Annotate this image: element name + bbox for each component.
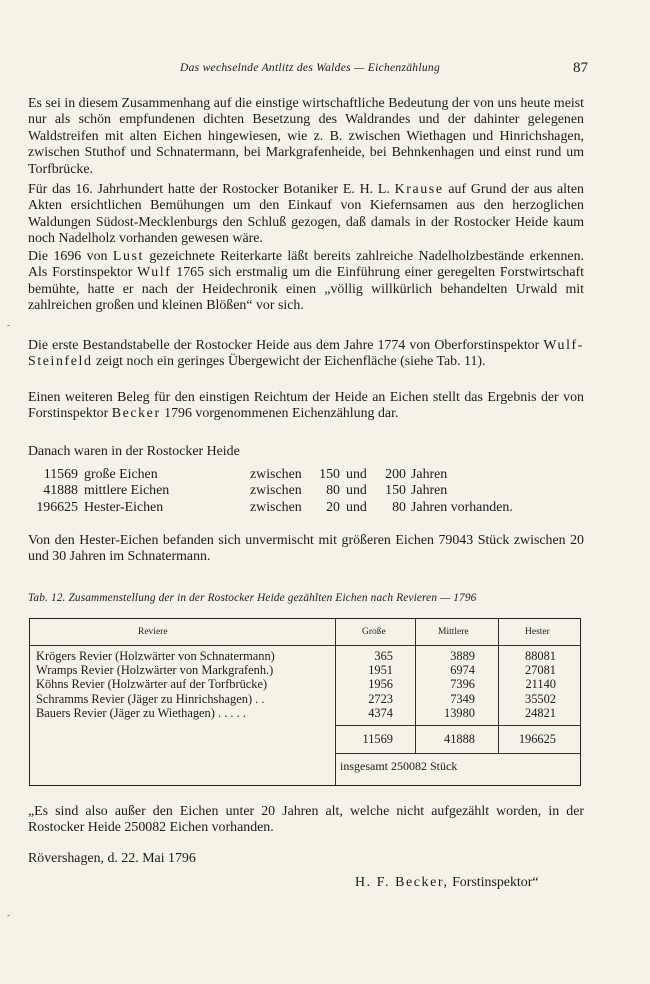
oak-count: 41888 (43, 483, 78, 499)
age-from: 80 (326, 483, 340, 499)
signature-title: Forstinspektor“ (452, 875, 539, 890)
paragraph-3-text-c: 1765 sich erstmalig um die Einführung einer geregelten Forstwirtschaft bemühte, hatte er nach der Heidechronik einen „völlig willkürlich behandelten Urwald mit zahlreichen großen und kleinen Blößen“ vor sich. (28, 265, 585, 314)
between-word: zwischen (250, 483, 302, 499)
table-cell-mittlere: 7349 (450, 691, 475, 706)
table-caption: Tab. 12. Zusammenstellung der in der Rostocker Heide gezählten Eichen nach Revieren — 1796 (28, 592, 477, 604)
list-item (0, 467, 650, 483)
name-becker: Becker (111, 406, 161, 422)
paragraph-5-text-a: Einen weiteren Beleg für den einstigen Reichtum der Heide an Eichen stellt das Ergebnis der von Forstinspektor (28, 390, 584, 422)
table-total-mittlere: 41888 (444, 732, 475, 746)
paragraph-6: Danach waren in der Rostocker Heide (28, 444, 240, 459)
age-to: 200 (385, 467, 406, 482)
name-wulf-steinfeld: Wulf-Steinfeld (28, 338, 584, 370)
list-item (0, 500, 650, 516)
place-date: Rövershagen, d. 22. Mai 1796 (28, 851, 196, 866)
age-to: 150 (385, 483, 406, 499)
table-cell-hester: 88081 (525, 649, 556, 663)
table-header-reviere: Reviere (138, 627, 168, 637)
and-word: und (346, 483, 367, 499)
table-total-hester: 196625 (518, 732, 556, 746)
age-from: 20 (326, 499, 340, 515)
paragraph-3-text-a: Die 1696 von (28, 249, 113, 264)
table-row-revier: Bauers Revier (Jäger zu Wiethagen) . . . . . (36, 705, 246, 720)
table-cell-mittlere: 13980 (444, 705, 475, 720)
paragraph-2 (28, 182, 584, 248)
table-row-revier: Köhns Revier (Holzwärter auf der Torfbrücke) (36, 677, 268, 692)
table-cell-hester: 24821 (525, 705, 556, 720)
age-from: 150 (319, 467, 340, 482)
paragraph-3 (28, 249, 584, 315)
table-cell-grosse: 365 (374, 649, 393, 663)
margin-mark: - (7, 320, 11, 331)
running-header (0, 62, 650, 82)
paragraph-4-text-a: Die erste Bestandstabelle der Rostocker Heide aus dem Jahre 1774 von Oberforstinspektor (28, 338, 544, 353)
age-unit: Jahren (411, 467, 448, 482)
oak-count: 11569 (43, 467, 78, 482)
table-header-mittlere: Mittlere (438, 627, 469, 637)
quote-paragraph: „Es sind also außer den Eichen unter 20 Jahren alt, welche nicht aufgezählt worden, in der Rostocker Heide 250082 Eichen vorhanden. (28, 804, 584, 836)
running-title: Das wechselnde Antlitz des Waldes — Eichenzählung (179, 62, 440, 74)
table-total-rule (335, 753, 580, 754)
paragraph-4 (28, 338, 584, 371)
paragraph-7: Von den Hester-Eichen befanden sich unvermischt mit größeren Eichen 79043 Stück zwischen 20 und 30 Jahren im Schnatermann. (28, 533, 584, 565)
paragraph-4-text-b: zeigt noch ein geringes Übergewicht der Eichenfläche (siehe Tab. 11). (92, 354, 486, 370)
table-row-revier: Schramms Revier (Jäger zu Hinrichshagen) . . (36, 691, 265, 706)
oak-count: 196625 (36, 499, 78, 515)
between-word: zwischen (250, 467, 302, 482)
oak-count-list (0, 467, 650, 516)
table-cell-hester: 21140 (525, 677, 556, 692)
paragraph-3-text-b: gezeichnete Reiterkarte läßt bereits zahlreiche Nadelholzbestände erkennen. Als Forstinspektor (28, 249, 584, 281)
oak-label: mittlere Eichen (84, 483, 170, 499)
oak-table (29, 618, 581, 786)
table-total-grosse: 11569 (362, 732, 393, 746)
age-unit: Jahren (411, 483, 448, 499)
name-krause: Krause (394, 182, 444, 197)
signature-name: H. F. Becker, (355, 875, 449, 890)
table-cell-mittlere: 7396 (450, 677, 475, 692)
table-row-revier: Krögers Revier (Holzwärter von Schnatermann) (36, 649, 275, 663)
table-header-grosse: Große (362, 627, 386, 637)
table-sum-rule (335, 725, 580, 726)
oak-label: Hester-Eichen (84, 499, 164, 515)
paragraph-2-text-a: Für das 16. Jahrhundert hatte der Rostocker Botaniker E. H. L. (28, 182, 395, 197)
paragraph-1: Es sei in diesem Zusammenhang auf die einstige wirtschaftliche Bedeutung der von uns heute meist nur als schön empfundenen dichten Besetzung des Waldrandes und der dahinter gelegenen Waldstreifen mit alten Eichen hingewiesen, wie z. B. zwischen Wiethagen und Hinrichshagen, zwischen Stuthof und Schnatermann, bei Markgrafenheide, bei Behnkenhagen und einst rund um Torfbrücke. (28, 96, 584, 177)
table-cell-mittlere: 3889 (450, 649, 475, 663)
paragraph-5 (28, 390, 584, 423)
margin-mark: - (7, 910, 11, 921)
and-word: und (346, 499, 367, 515)
age-unit: Jahren vorhanden. (411, 499, 513, 515)
table-header-hester: Hester (525, 627, 550, 637)
table-grand-total: insgesamt 250082 Stück (340, 759, 458, 773)
table-cell-grosse: 1956 (368, 677, 393, 692)
and-word: und (346, 467, 367, 482)
table-cell-mittlere: 6974 (450, 663, 475, 678)
table-cell-grosse: 2723 (368, 691, 393, 706)
table-cell-grosse: 4374 (368, 705, 393, 720)
age-to: 80 (392, 499, 406, 515)
name-wulf: Wulf (137, 265, 172, 281)
table-row-revier: Wramps Revier (Holzwärter von Markgrafenh.) (36, 663, 274, 678)
between-word: zwischen (250, 499, 302, 515)
table-cell-hester: 27081 (525, 663, 556, 678)
page-number: 87 (573, 60, 588, 76)
paragraph-2-text-b: auf Grund der aus alten Akten ersichtlichen Bemühungen um den Einkauf von Kiefernsamen aus den herzoglichen Waldungen Südost-Mecklenburgs den Schluß gezogen, daß damals in der Rostocker Heide kaum noch Nadelholz vorhanden gewesen wäre. (28, 182, 584, 247)
name-lust: Lust (112, 249, 144, 264)
table-cell-grosse: 1951 (368, 663, 393, 678)
oak-label: große Eichen (84, 467, 158, 482)
paragraph-5-text-b: 1796 vorgenommenen Eichenzählung dar. (160, 406, 399, 422)
list-item (0, 483, 650, 499)
table-cell-hester: 35502 (525, 691, 556, 706)
signature (355, 875, 539, 891)
